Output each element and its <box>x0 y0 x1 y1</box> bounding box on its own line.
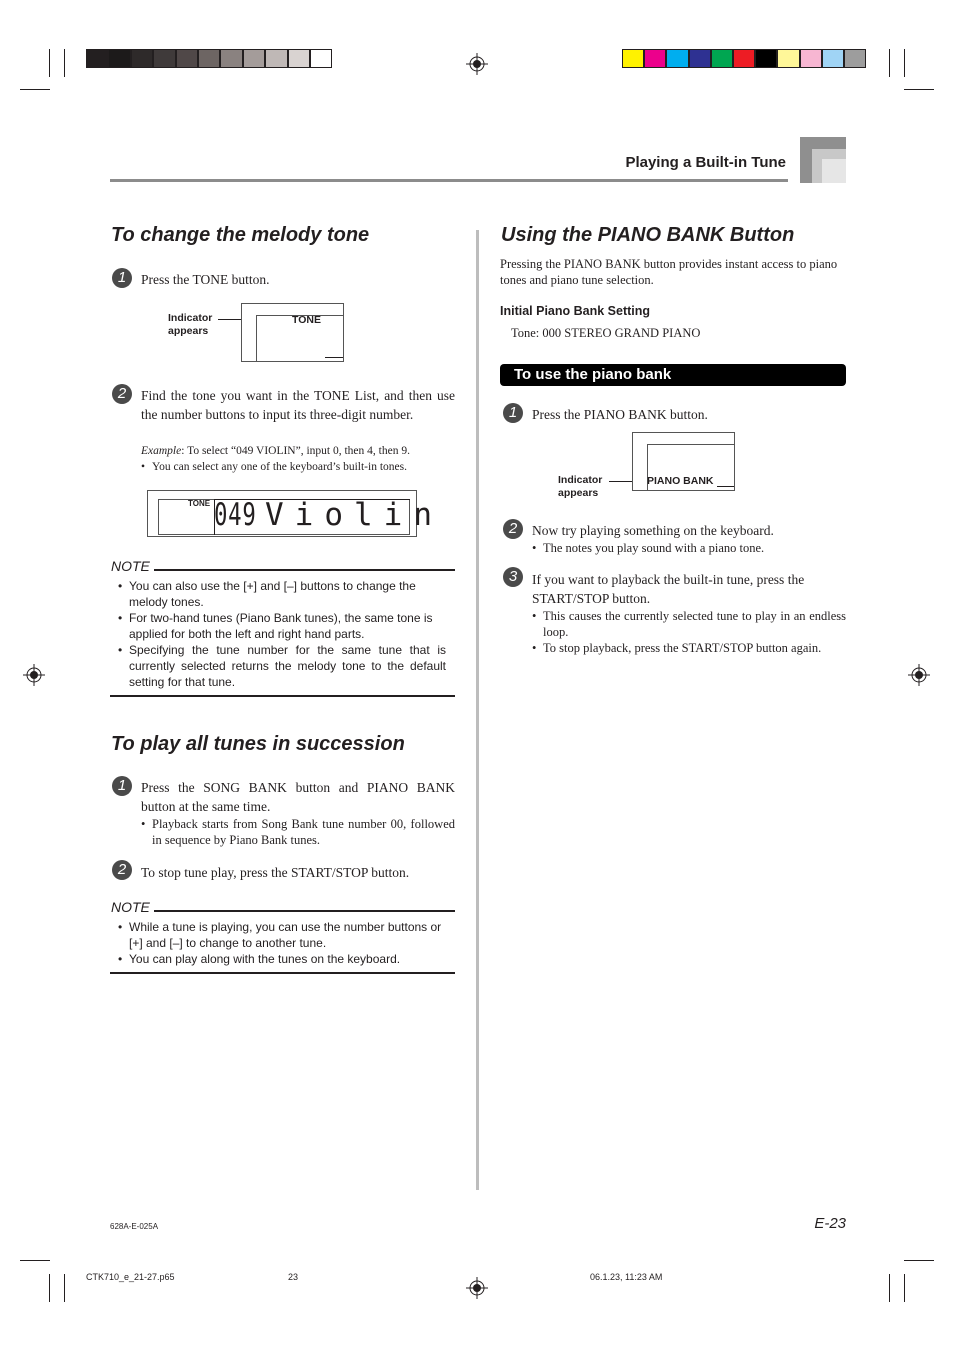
lcd-tone-name: Violin <box>265 497 443 533</box>
color-swatch <box>844 49 866 68</box>
color-swatch <box>755 49 777 68</box>
note-item: • For two-hand tunes (Piano Bank tunes), the same tone is applied for both the left and right hand parts. <box>118 610 446 642</box>
gray-swatch <box>176 49 198 68</box>
header-rule <box>110 179 788 182</box>
color-swatch <box>622 49 644 68</box>
bullet-list <box>532 540 846 556</box>
bullet-item: • You can select any one of the keyboard’s built-in tones. <box>141 459 461 475</box>
melody-tone-heading: To change the melody tone <box>111 224 370 246</box>
tone-lcd-display <box>241 303 344 362</box>
header-tab-block <box>800 137 846 183</box>
gray-swatch <box>310 49 332 68</box>
bullet-list <box>141 459 461 475</box>
subheading-text: To use the piano bank <box>514 366 672 383</box>
gray-swatch <box>220 49 242 68</box>
piano-bank-heading: Using the PIANO BANK Button <box>501 224 795 246</box>
gray-swatch <box>198 49 220 68</box>
note-label: NOTE <box>111 899 150 915</box>
note-label: NOTE <box>111 558 150 574</box>
registration-mark-icon <box>466 1277 488 1299</box>
piano-bank-lcd-display <box>632 432 735 491</box>
note-item: • Specifying the tune number for the same tune that is currently selected returns the melody tone to the default setting for that tune. <box>118 642 446 690</box>
bullet-item: • Playback starts from Song Bank tune number 00, followed in sequence by Piano Bank tunes. <box>141 816 455 848</box>
note-rule <box>154 569 455 571</box>
initial-setting-value: Tone: 000 STEREO GRAND PIANO <box>511 326 701 340</box>
step-number: 1 <box>112 776 132 796</box>
registration-mark-icon <box>908 664 930 686</box>
initial-setting-heading: Initial Piano Bank Setting <box>500 304 651 318</box>
step-number: 3 <box>503 567 523 587</box>
succession-heading: To play all tunes in succession <box>111 733 405 755</box>
bullet-list <box>532 608 846 656</box>
lcd-tone-indicator: TONE <box>188 499 211 508</box>
registration-mark-icon <box>466 53 488 75</box>
color-swatch <box>644 49 666 68</box>
document-code: 628A-E-025A <box>110 1222 159 1231</box>
step-number: 1 <box>112 268 132 288</box>
note-bottom-rule <box>110 695 455 697</box>
gray-swatch <box>243 49 265 68</box>
color-swatch <box>777 49 799 68</box>
step-text: Press the SONG BANK button and PIANO BANK button at the same time. <box>141 780 455 814</box>
bullet-list <box>141 816 455 848</box>
note-item: • You can play along with the tunes on the keyboard. <box>118 951 448 967</box>
color-swatch <box>733 49 755 68</box>
step-text: To stop tune play, press the START/STOP button. <box>141 865 410 880</box>
bullet-item: • This causes the currently selected tune to play in an endless loop. <box>532 608 846 640</box>
intro-paragraph: Pressing the PIANO BANK button provides instant access to piano tones and piano tune selection. <box>500 257 838 287</box>
registration-mark-icon <box>23 664 45 686</box>
indicator-label: Indicator appears <box>558 474 603 499</box>
step-number: 2 <box>112 384 132 404</box>
section-title: Playing a Built-in Tune <box>625 154 786 171</box>
indicator-label: Indicator appears <box>168 312 213 337</box>
step-text: Press the PIANO BANK button. <box>532 407 708 422</box>
step-text: Find the tone you want in the TONE List, and then use the number buttons to input its three-digit number. <box>141 388 455 422</box>
footer-file: CTK710_e_21-27.p65 <box>86 1272 175 1282</box>
step-text: Now try playing something on the keyboard. <box>532 523 774 538</box>
gray-swatch <box>153 49 175 68</box>
violin-lcd-display <box>147 490 443 537</box>
bullet-item: • To stop playback, press the START/STOP button again. <box>532 640 846 656</box>
gray-swatch <box>288 49 310 68</box>
step-number: 2 <box>503 519 523 539</box>
example-line: Example: To select “049 VIOLIN”, input 0, then 4, then 9. <box>141 445 410 457</box>
note-item: • While a tune is playing, you can use the number buttons or [+] and [–] to change to another tune. <box>118 919 448 951</box>
note-rule <box>154 910 455 912</box>
color-swatch <box>689 49 711 68</box>
footer-datetime: 06.1.23, 11:23 AM <box>590 1272 663 1282</box>
page-number: E-23 <box>814 1215 846 1232</box>
note-list <box>118 578 446 690</box>
piano-bank-subheading-bar <box>500 364 846 386</box>
gray-swatch <box>265 49 287 68</box>
step-text: Press the TONE button. <box>141 272 270 287</box>
color-swatch <box>800 49 822 68</box>
color-swatch <box>711 49 733 68</box>
note-bottom-rule <box>110 972 455 974</box>
gray-swatch <box>86 49 108 68</box>
step-number: 2 <box>112 860 132 880</box>
color-swatch <box>822 49 844 68</box>
column-divider <box>476 230 479 1190</box>
note-item: • You can also use the [+] and [–] buttons to change the melody tones. <box>118 578 446 610</box>
gray-swatch <box>108 49 130 68</box>
gray-swatch <box>131 49 153 68</box>
color-swatch <box>666 49 688 68</box>
lcd-tone-indicator: TONE <box>292 314 321 326</box>
note-list <box>118 919 448 967</box>
footer-page: 23 <box>288 1272 299 1282</box>
lcd-tone-number: 049 <box>214 497 257 533</box>
step-number: 1 <box>503 403 523 423</box>
step-text: If you want to playback the built-in tune, press the START/STOP button. <box>532 572 805 606</box>
lcd-piano-bank-indicator: PIANO BANK <box>647 475 714 487</box>
bullet-item: • The notes you play sound with a piano tone. <box>532 540 846 556</box>
